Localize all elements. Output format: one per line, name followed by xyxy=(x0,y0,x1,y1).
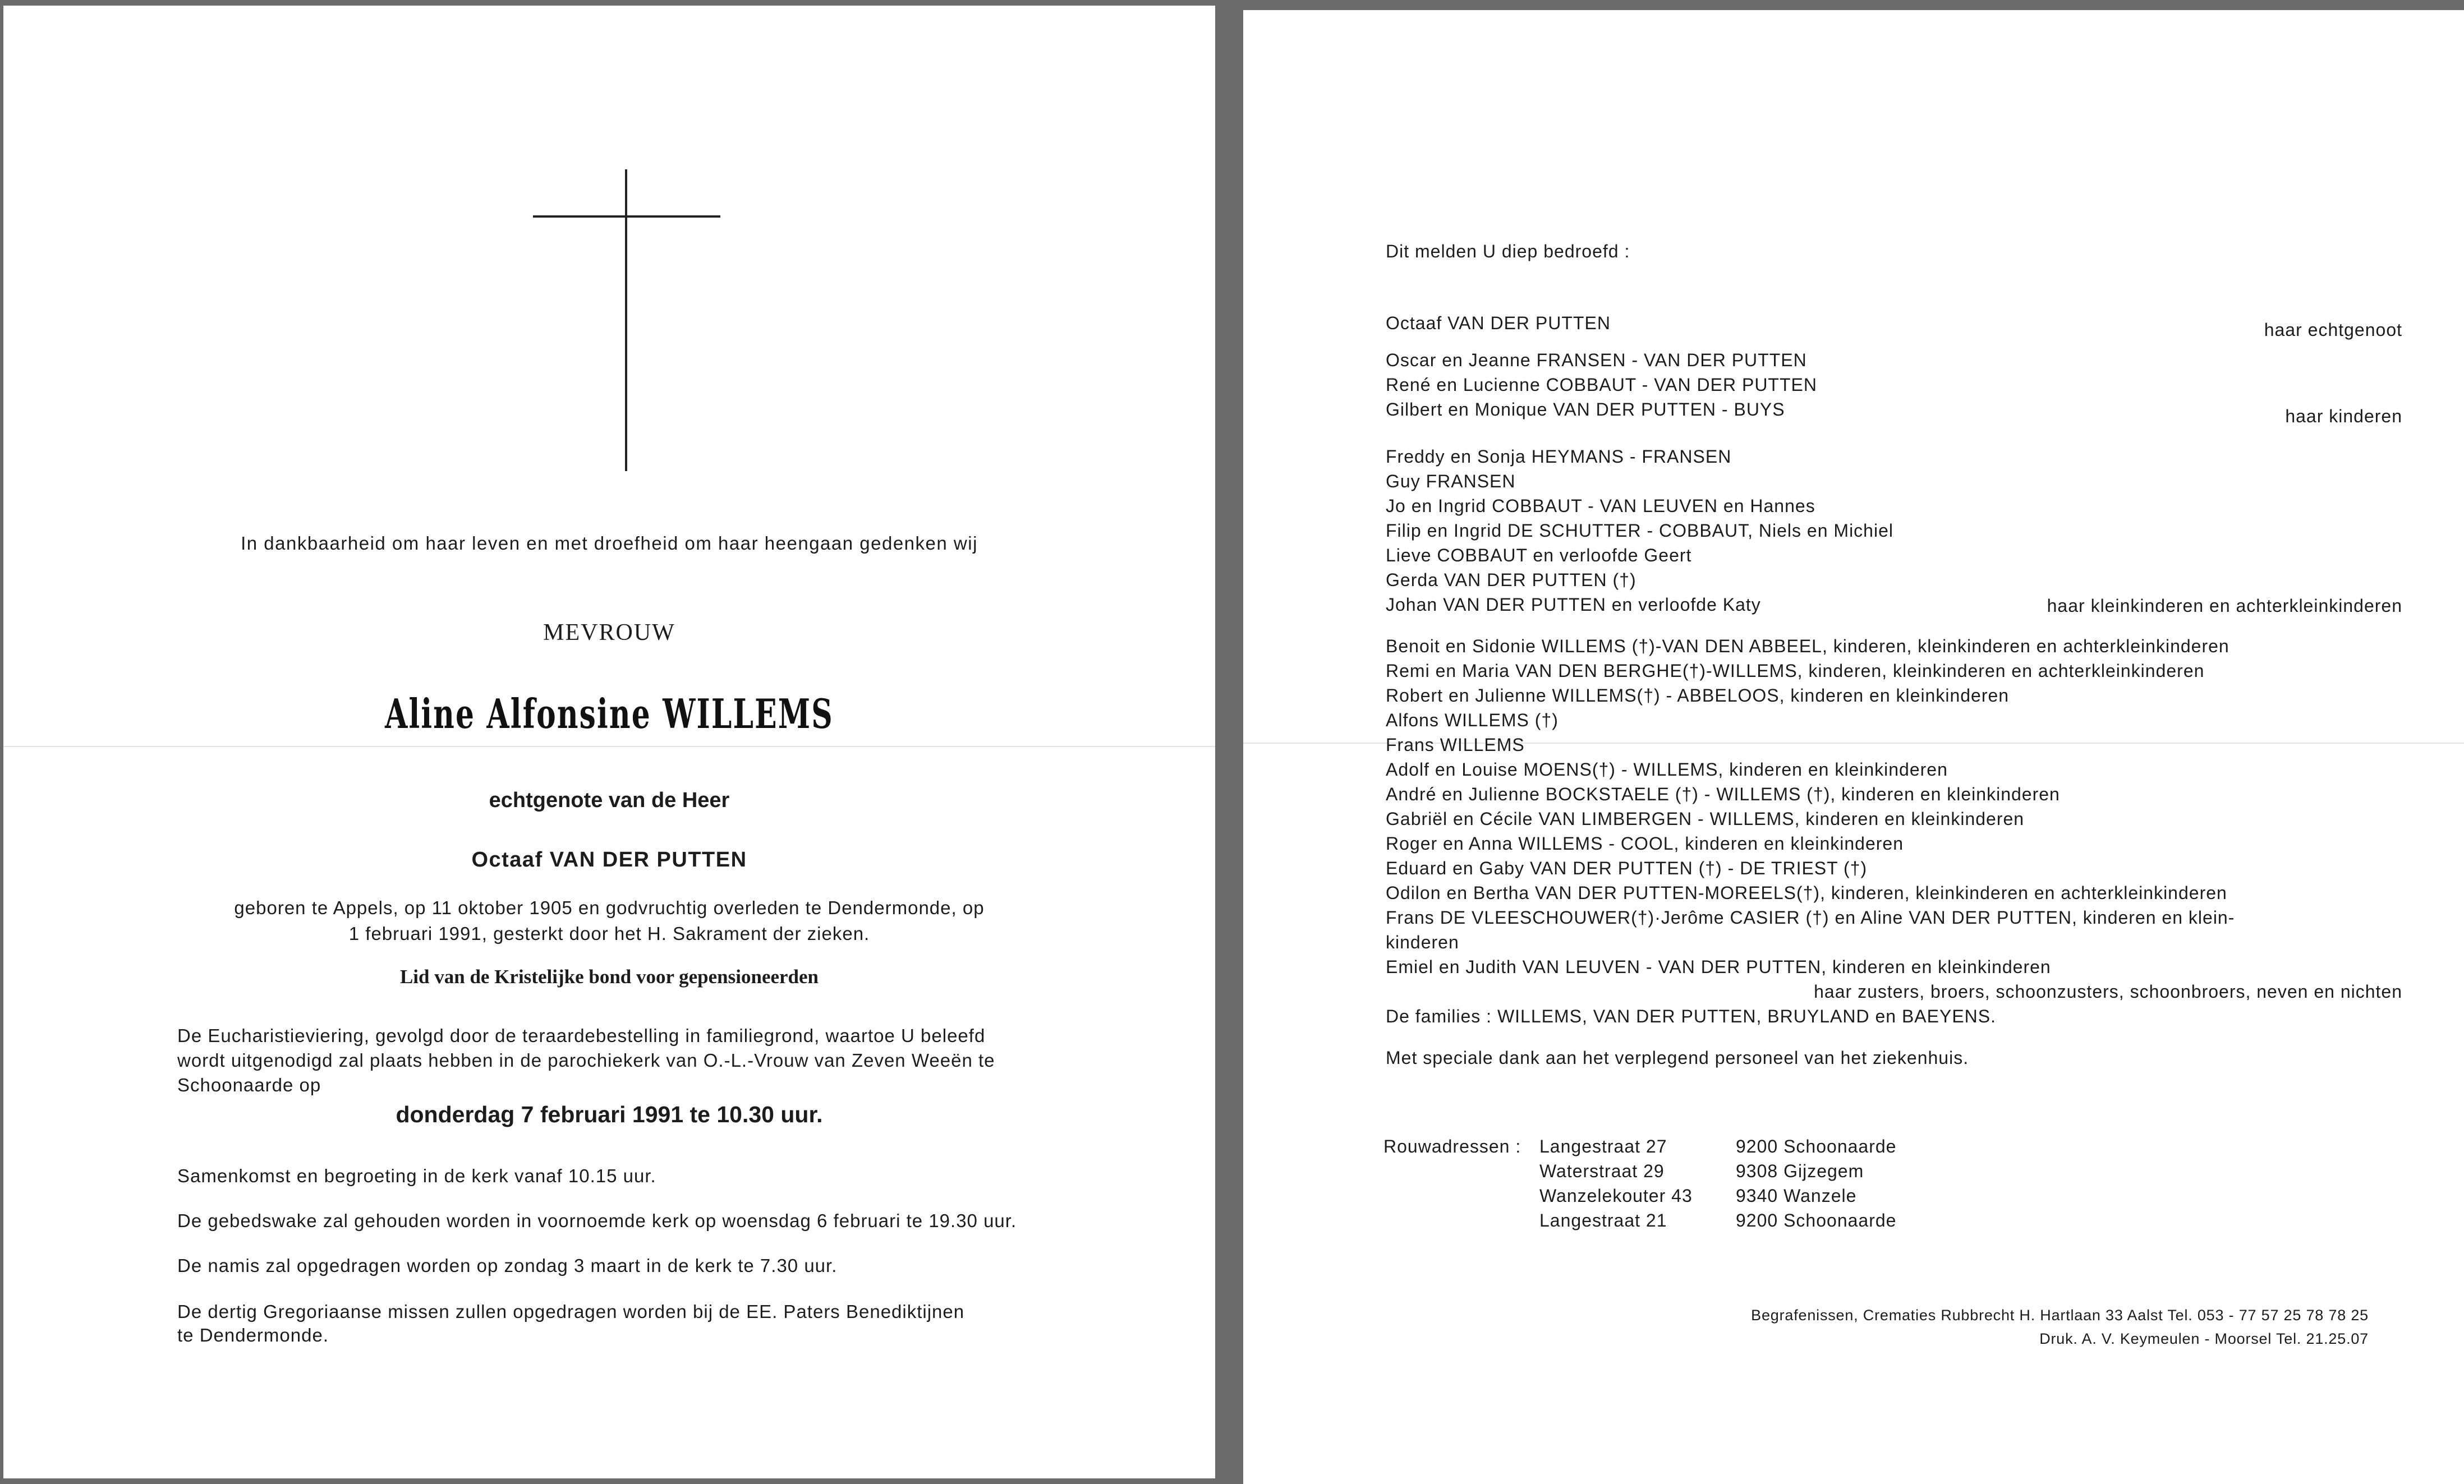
address-4-city: 9200 Schoonaarde xyxy=(1736,1210,1897,1230)
sibling-12: Frans DE VLEESCHOUWER(†)·Jerôme CASIER (†) en Aline VAN DER PUTTEN, kinderen en klein- xyxy=(1386,907,2235,928)
address-3-city: 9340 Wanzele xyxy=(1736,1186,1857,1206)
grandchild-4: Filip en Ingrid DE SCHUTTER - COBBAUT, Niels en Michiel xyxy=(1386,520,1893,541)
sibling-1: Benoit en Sidonie WILLEMS (†)-VAN DEN ABBEEL, kinderen, kleinkinderen en achterkleinkinderen xyxy=(1386,636,2229,656)
sibling-10: Eduard en Gaby VAN DER PUTTEN (†) - DE TRIEST (†) xyxy=(1386,858,1868,878)
gregorian-line-2: te Dendermonde. xyxy=(177,1325,329,1345)
membership-line: Lid van de Kristelijke bond voor gepensioneerden xyxy=(399,966,819,988)
mass-line-1: De Eucharistieviering, gevolgd door de teraardebestelling in familiegrond, waartoe U beleefd xyxy=(177,1025,986,1046)
sibling-3: Robert en Julienne WILLEMS(†) - ABBELOOS, kinderen en kleinkinderen xyxy=(1386,685,2010,706)
address-2-city: 9308 Gijzegem xyxy=(1736,1161,1864,1181)
announce-line: Dit melden U diep bedroefd : xyxy=(1386,241,1630,261)
grandchild-2: Guy FRANSEN xyxy=(1386,471,1516,491)
sibling-4: Alfons WILLEMS (†) xyxy=(1386,710,1559,730)
sibling-5: Frans WILLEMS xyxy=(1386,735,1525,755)
sibling-13: Emiel en Judith VAN LEUVEN - VAN DER PUTTEN, kinderen en kleinkinderen xyxy=(1386,957,2051,977)
cross-icon-bar xyxy=(533,215,720,218)
sibling-7: André en Julienne BOCKSTAELE (†) - WILLEMS (†), kinderen en kleinkinderen xyxy=(1386,784,2060,804)
sibling-8: Gabriël en Cécile VAN LIMBERGEN - WILLEMS, kinderen en kleinkinderen xyxy=(1386,809,2025,829)
fold-line xyxy=(3,746,1215,747)
grandchild-1: Freddy en Sonja HEYMANS - FRANSEN xyxy=(1386,446,1732,467)
child-1: Oscar en Jeanne FRANSEN - VAN DER PUTTEN xyxy=(1386,350,1807,370)
month-mind-line: De namis zal opgedragen worden op zondag 3 maart in de kerk te 7.30 uur. xyxy=(177,1255,838,1276)
husband-role: haar echtgenoot xyxy=(2264,320,2402,340)
address-1-city: 9200 Schoonaarde xyxy=(1736,1136,1897,1156)
address-4-street: Langestraat 21 xyxy=(1539,1210,1667,1230)
thanks-line: Met speciale dank aan het verplegend personeel van het ziekenhuis. xyxy=(1386,1048,1969,1068)
sibling-6: Adolf en Louise MOENS(†) - WILLEMS, kinderen en kleinkinderen xyxy=(1386,759,1948,780)
address-1-street: Langestraat 27 xyxy=(1539,1136,1667,1156)
families-line: De families : WILLEMS, VAN DER PUTTEN, BRUYLAND en BAEYENS. xyxy=(1386,1006,1996,1026)
birth-death-line-2: 1 februari 1991, gesterkt door het H. Sakrament der zieken. xyxy=(348,923,870,944)
siblings-role: haar zusters, broers, schoonzusters, schoonbroers, neven en nichten xyxy=(1814,981,2402,1002)
printer-line: Druk. A. V. Keymeulen - Moorsel Tel. 21.25.07 xyxy=(2039,1330,2369,1347)
husband-line: Octaaf VAN DER PUTTEN xyxy=(1386,313,1611,333)
sibling-9: Roger en Anna WILLEMS - COOL, kinderen en kleinkinderen xyxy=(1386,833,1904,854)
mass-line-2: wordt uitgenodigd zal plaats hebben in de parochiekerk van O.-L.-Vrouw van Zeven Weeën te xyxy=(177,1050,995,1071)
salutation: MEVROUW xyxy=(543,620,675,646)
mass-date: donderdag 7 februari 1991 te 10.30 uur. xyxy=(396,1102,823,1127)
deceased-name: Aline Alfonsine WILLEMS xyxy=(385,690,834,738)
mass-line-3: Schoonaarde op xyxy=(177,1075,321,1095)
address-3-street: Wanzelekouter 43 xyxy=(1539,1186,1693,1206)
sibling-2: Remi en Maria VAN DEN BERGHE(†)-WILLEMS, kinderen, kleinkinderen en achterkleinkinderen xyxy=(1386,661,2205,681)
grandchildren-role: haar kleinkinderen en achterkleinkinderen xyxy=(2047,596,2402,616)
children-role: haar kinderen xyxy=(2285,406,2402,426)
sibling-12-cont: kinderen xyxy=(1386,932,1459,952)
gathering-line: Samenkomst en begroeting in de kerk vanaf 10.15 uur. xyxy=(177,1165,656,1186)
husband-name: Octaaf VAN DER PUTTEN xyxy=(471,848,747,872)
grandchild-3: Jo en Ingrid COBBAUT - VAN LEUVEN en Hannes xyxy=(1386,496,1815,516)
spouse-of-label: echtgenote van de Heer xyxy=(489,789,730,812)
right-page xyxy=(1243,10,2464,1484)
child-3: Gilbert en Monique VAN DER PUTTEN - BUYS xyxy=(1386,399,1785,420)
gregorian-line-1: De dertig Gregoriaanse missen zullen opgedragen worden bij de EE. Paters Benediktijnen xyxy=(177,1301,965,1322)
vigil-line: De gebedswake zal gehouden worden in voornoemde kerk op woensdag 6 februari te 19.30 uur. xyxy=(177,1210,1017,1231)
grandchild-6: Gerda VAN DER PUTTEN (†) xyxy=(1386,570,1636,590)
child-2: René en Lucienne COBBAUT - VAN DER PUTTEN xyxy=(1386,375,1817,395)
undertaker-line: Begrafenissen, Crematies Rubbrecht H. Hartlaan 33 Aalst Tel. 053 - 77 57 25 78 78 25 xyxy=(1751,1307,2369,1324)
birth-death-line-1: geboren te Appels, op 11 oktober 1905 en godvruchtig overleden te Dendermonde, op xyxy=(234,897,985,918)
intro-text: In dankbaarheid om haar leven en met droefheid om haar heengaan gedenken wij xyxy=(241,533,978,554)
cross-icon xyxy=(625,169,627,471)
grandchild-5: Lieve COBBAUT en verloofde Geert xyxy=(1386,545,1692,565)
addresses-label: Rouwadressen : xyxy=(1383,1136,1521,1156)
address-2-street: Waterstraat 29 xyxy=(1539,1161,1665,1181)
left-page xyxy=(3,6,1215,1478)
sibling-11: Odilon en Bertha VAN DER PUTTEN-MOREELS(†), kinderen, kleinkinderen en achterkleinkinderen xyxy=(1386,883,2227,903)
grandchild-7: Johan VAN DER PUTTEN en verloofde Katy xyxy=(1386,594,1761,615)
